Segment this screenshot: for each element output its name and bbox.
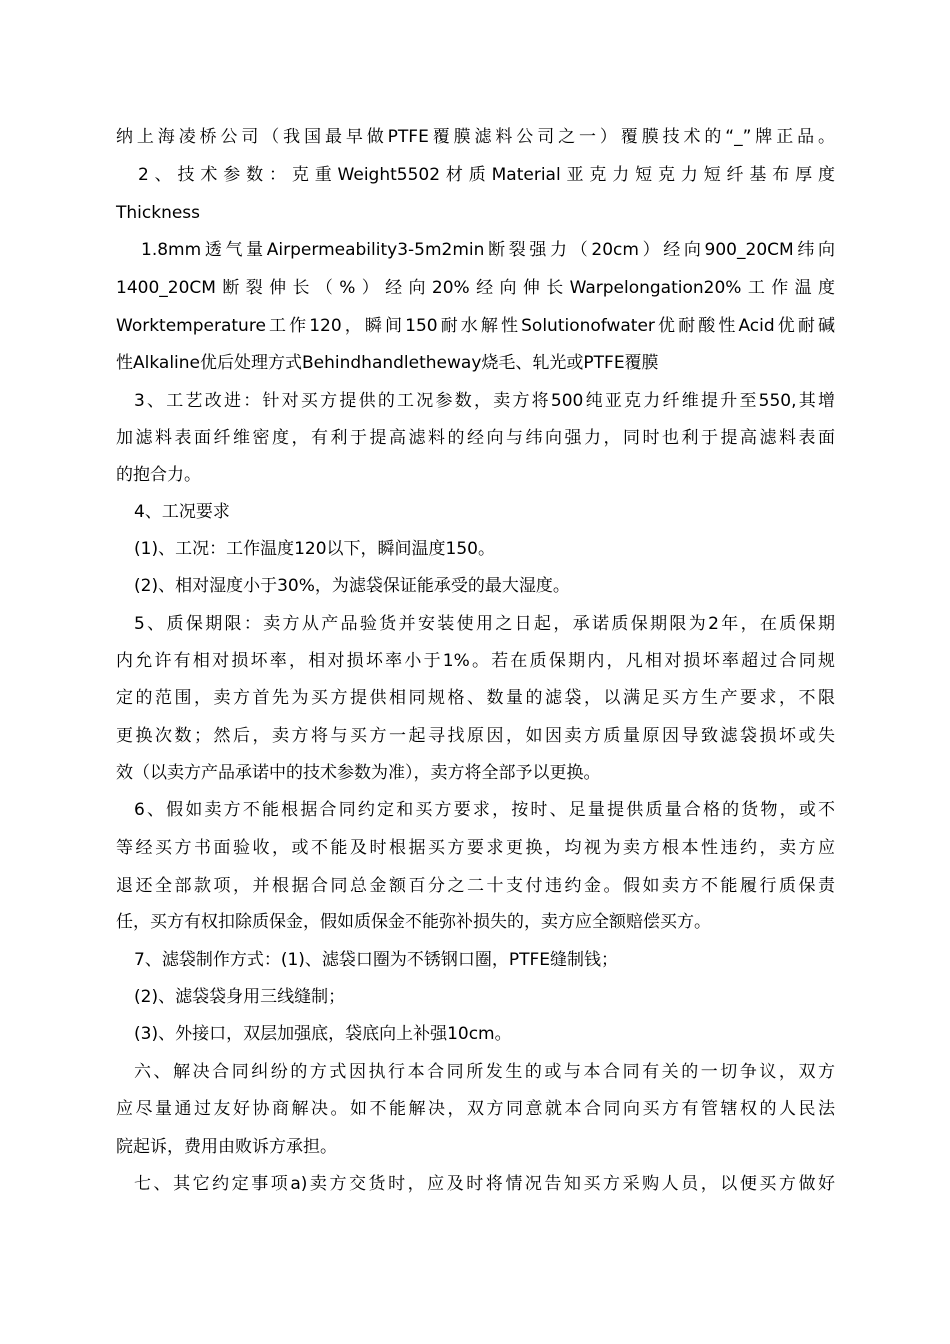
- text-line: (1)、工况：工作温度120以下，瞬间温度150。: [134, 539, 495, 559]
- text-line: 3、工艺改进：针对买方提供的工况参数，卖方将500纯亚克力纤维提升至550,其增: [134, 391, 835, 411]
- text-line: 6、假如卖方不能根据合同约定和买方要求，按时、足量提供质量合格的货物，或不: [134, 800, 835, 820]
- text-line: 加滤料表面纤维密度，有利于提高滤料的经向与纬向强力，同时也利于提高滤料表面: [116, 428, 835, 448]
- text-line: (2)、相对湿度小于30%，为滤袋保证能承受的最大湿度。: [134, 576, 570, 596]
- text-line: 内允许有相对损坏率，相对损坏率小于1%。若在质保期内，凡相对损坏率超过合同规: [116, 651, 835, 671]
- text-line: 六、解决合同纠纷的方式因执行本合同所发生的或与本合同有关的一切争议，双方: [134, 1062, 835, 1082]
- text-line: 性Alkaline优后处理方式Behindhandletheway烧毛、轧光或PTFE覆膜: [116, 353, 659, 373]
- text-line: 七、其它约定事项a)卖方交货时，应及时将情况告知买方采购人员，以便买方做好: [134, 1174, 835, 1194]
- text-line: 1.8mm透气量Airpermeability3-5m2min断裂强力（20cm）经向900_20CM纬向: [141, 240, 835, 260]
- text-line: 院起诉，费用由败诉方承担。: [116, 1137, 337, 1157]
- text-line: 7、滤袋制作方式：(1)、滤袋口圈为不锈钢口圈，PTFE缝制钱；: [134, 950, 619, 970]
- text-line: 任，买方有权扣除质保金，假如质保金不能弥补损失的，卖方应全额赔偿买方。: [116, 912, 711, 932]
- text-line: 的抱合力。: [116, 465, 201, 485]
- text-line: 等经买方书面验收，或不能及时根据买方要求更换，均视为卖方根本性违约，卖方应: [116, 838, 835, 858]
- text-line: 更换次数；然后，卖方将与买方一起寻找原因，如因卖方质量原因导致滤袋损坏或失: [116, 726, 835, 746]
- text-line: 2、技术参数：克重Weight5502材质Material亚克力短克力短纤基布厚度: [138, 165, 835, 185]
- text-line: 纳上海凌桥公司（我国最早做PTFE覆膜滤料公司之一）覆膜技术的“_”牌正品。: [116, 127, 835, 147]
- text-line: (2)、滤袋袋身用三线缝制；: [134, 987, 346, 1007]
- text-line: 定的范围，卖方首先为买方提供相同规格、数量的滤袋，以满足买方生产要求，不限: [116, 688, 835, 708]
- text-line: 5、质保期限：卖方从产品验货并安装使用之日起，承诺质保期限为2年，在质保期: [134, 614, 835, 634]
- text-line: 退还全部款项，并根据合同总金额百分之二十支付违约金。假如卖方不能履行质保责: [116, 876, 835, 896]
- text-line: Thickness: [116, 203, 201, 223]
- text-line: 1400_20CM断裂伸长（%）经向20%经向伸长Warpelongation20%工作温度: [116, 278, 835, 298]
- text-line: Worktemperature工作120，瞬间150耐水解性Solutionofwater优耐酸性Acid优耐碱: [116, 316, 835, 336]
- section-heading: 4、工况要求: [134, 502, 230, 522]
- text-line: (3)、外接口，双层加强底，袋底向上补强10cm。: [134, 1024, 512, 1044]
- text-line: 效（以卖方产品承诺中的技术参数为准），卖方将全部予以更换。: [116, 763, 601, 783]
- text-line: 应尽量通过友好协商解决。如不能解决，双方同意就本合同向买方有管辖权的人民法: [116, 1099, 835, 1119]
